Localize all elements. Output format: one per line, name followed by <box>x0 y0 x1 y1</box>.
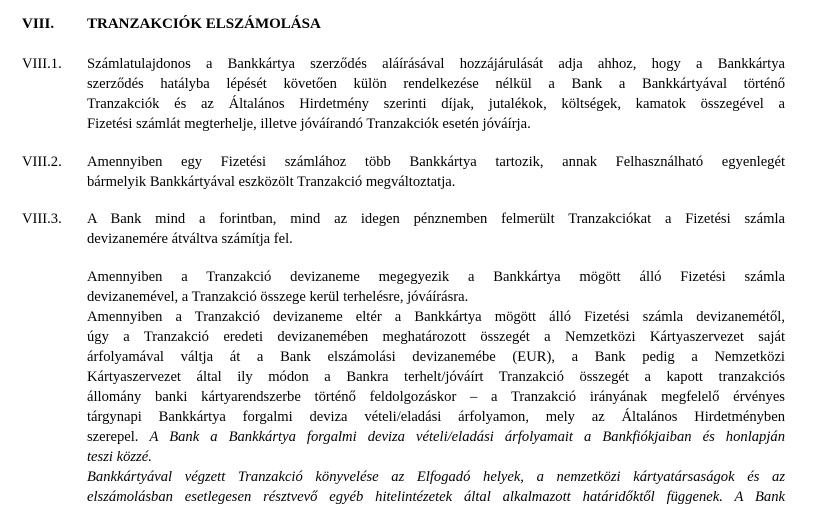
paragraph-line: úgy a Tranzakció eredeti devizanemében meghatározott összegét a Nemzetközi Kártyaszervezet saját <box>87 329 785 345</box>
paragraph-line-italic: elszámolásban esetlegesen résztvevő egyéb hitelintézetek által alkalmazott határidőktől függenek. A Bank <box>87 489 785 505</box>
clause-line: Fizetési számlát megterhelje, illetve jóváírandó Tranzakciók esetén jóváírja. <box>87 116 531 132</box>
paragraph-line: állomány banki kártyarendszerbe történő feldolgozáskor – a Tranzakció irányának megfelelő érvényes <box>87 389 785 405</box>
paragraph-text-regular: szerepel. <box>87 429 139 445</box>
clause-line: Amennyiben egy Fizetési számlához több Bankkártya tartozik, annak Felhasználható egyenlegét <box>87 154 785 170</box>
paragraph-line-italic: teszi közzé. <box>87 449 152 465</box>
section-number: VIII. <box>22 16 55 32</box>
continuation-body <box>87 267 785 507</box>
clause-body <box>87 209 785 249</box>
clause-line: Számlatulajdonos a Bankkártya szerződés aláírásával hozzájárulását adja ahhoz, hogy a Bankkártya <box>87 56 785 72</box>
paragraph-line: Kártyaszervezet által ily módon a Bankra terhelt/jóváírt Tranzakció összegét a kapott tranzakciós <box>87 369 785 385</box>
section-title: TRANZAKCIÓK ELSZÁMOLÁSA <box>87 16 321 32</box>
paragraph-line: Amennyiben a Tranzakció devizaneme megegyezik a Bankkártya mögött álló Fizetési számla <box>87 269 785 285</box>
paragraph-line: Amennyiben a Tranzakció devizaneme eltér a Bankkártya mögött álló Fizetési számla devizanemétől, <box>87 309 785 325</box>
clause-body <box>87 152 785 192</box>
paragraph-line: devizanemével, a Tranzakció összege kerül terhelésre, jóváírásra. <box>87 289 469 305</box>
clause-number: VIII.1. <box>22 56 62 72</box>
clause-line: bármelyik Bankkártyával eszközölt Tranzakció megváltoztatja. <box>87 174 456 190</box>
clause-body <box>87 54 785 134</box>
paragraph-line: tárgynapi Bankkártya forgalmi deviza vételi/eladási árfolyamon, mely az Általános Hirdetményben <box>87 409 785 425</box>
paragraph-line-italic: Bankkártyával végzett Tranzakció könyvelése az Elfogadó helyek, a nemzetközi kártyatársaságok és az <box>87 469 785 485</box>
clause-number: VIII.2. <box>22 154 62 170</box>
clause-line: szerződés hatályba lépését követően külön rendelkezése nélkül a Bank a Bankkártyával történő <box>87 76 785 92</box>
paragraph-line: árfolyamával váltja át a Bank elszámolási devizanemébe (EUR), a Bank pedig a Nemzetközi <box>87 349 785 365</box>
paragraph-text-italic: A Bank a Bankkártya forgalmi deviza vételi/eladási árfolyamait a Bankfiókjaiban és honlapján <box>149 429 785 445</box>
clause-line: devizanemére átváltva számítja fel. <box>87 231 293 247</box>
clause-number: VIII.3. <box>22 211 62 227</box>
clause-line: Tranzakciók és az Általános Hirdetmény szerinti díjak, jutalékok, költségek, kamatok összegével a <box>87 96 785 112</box>
paragraph-line-mixed <box>87 427 785 447</box>
clause-line: A Bank mind a forintban, mind az idegen pénznemben felmerült Tranzakciókat a Fizetési számla <box>87 211 785 227</box>
